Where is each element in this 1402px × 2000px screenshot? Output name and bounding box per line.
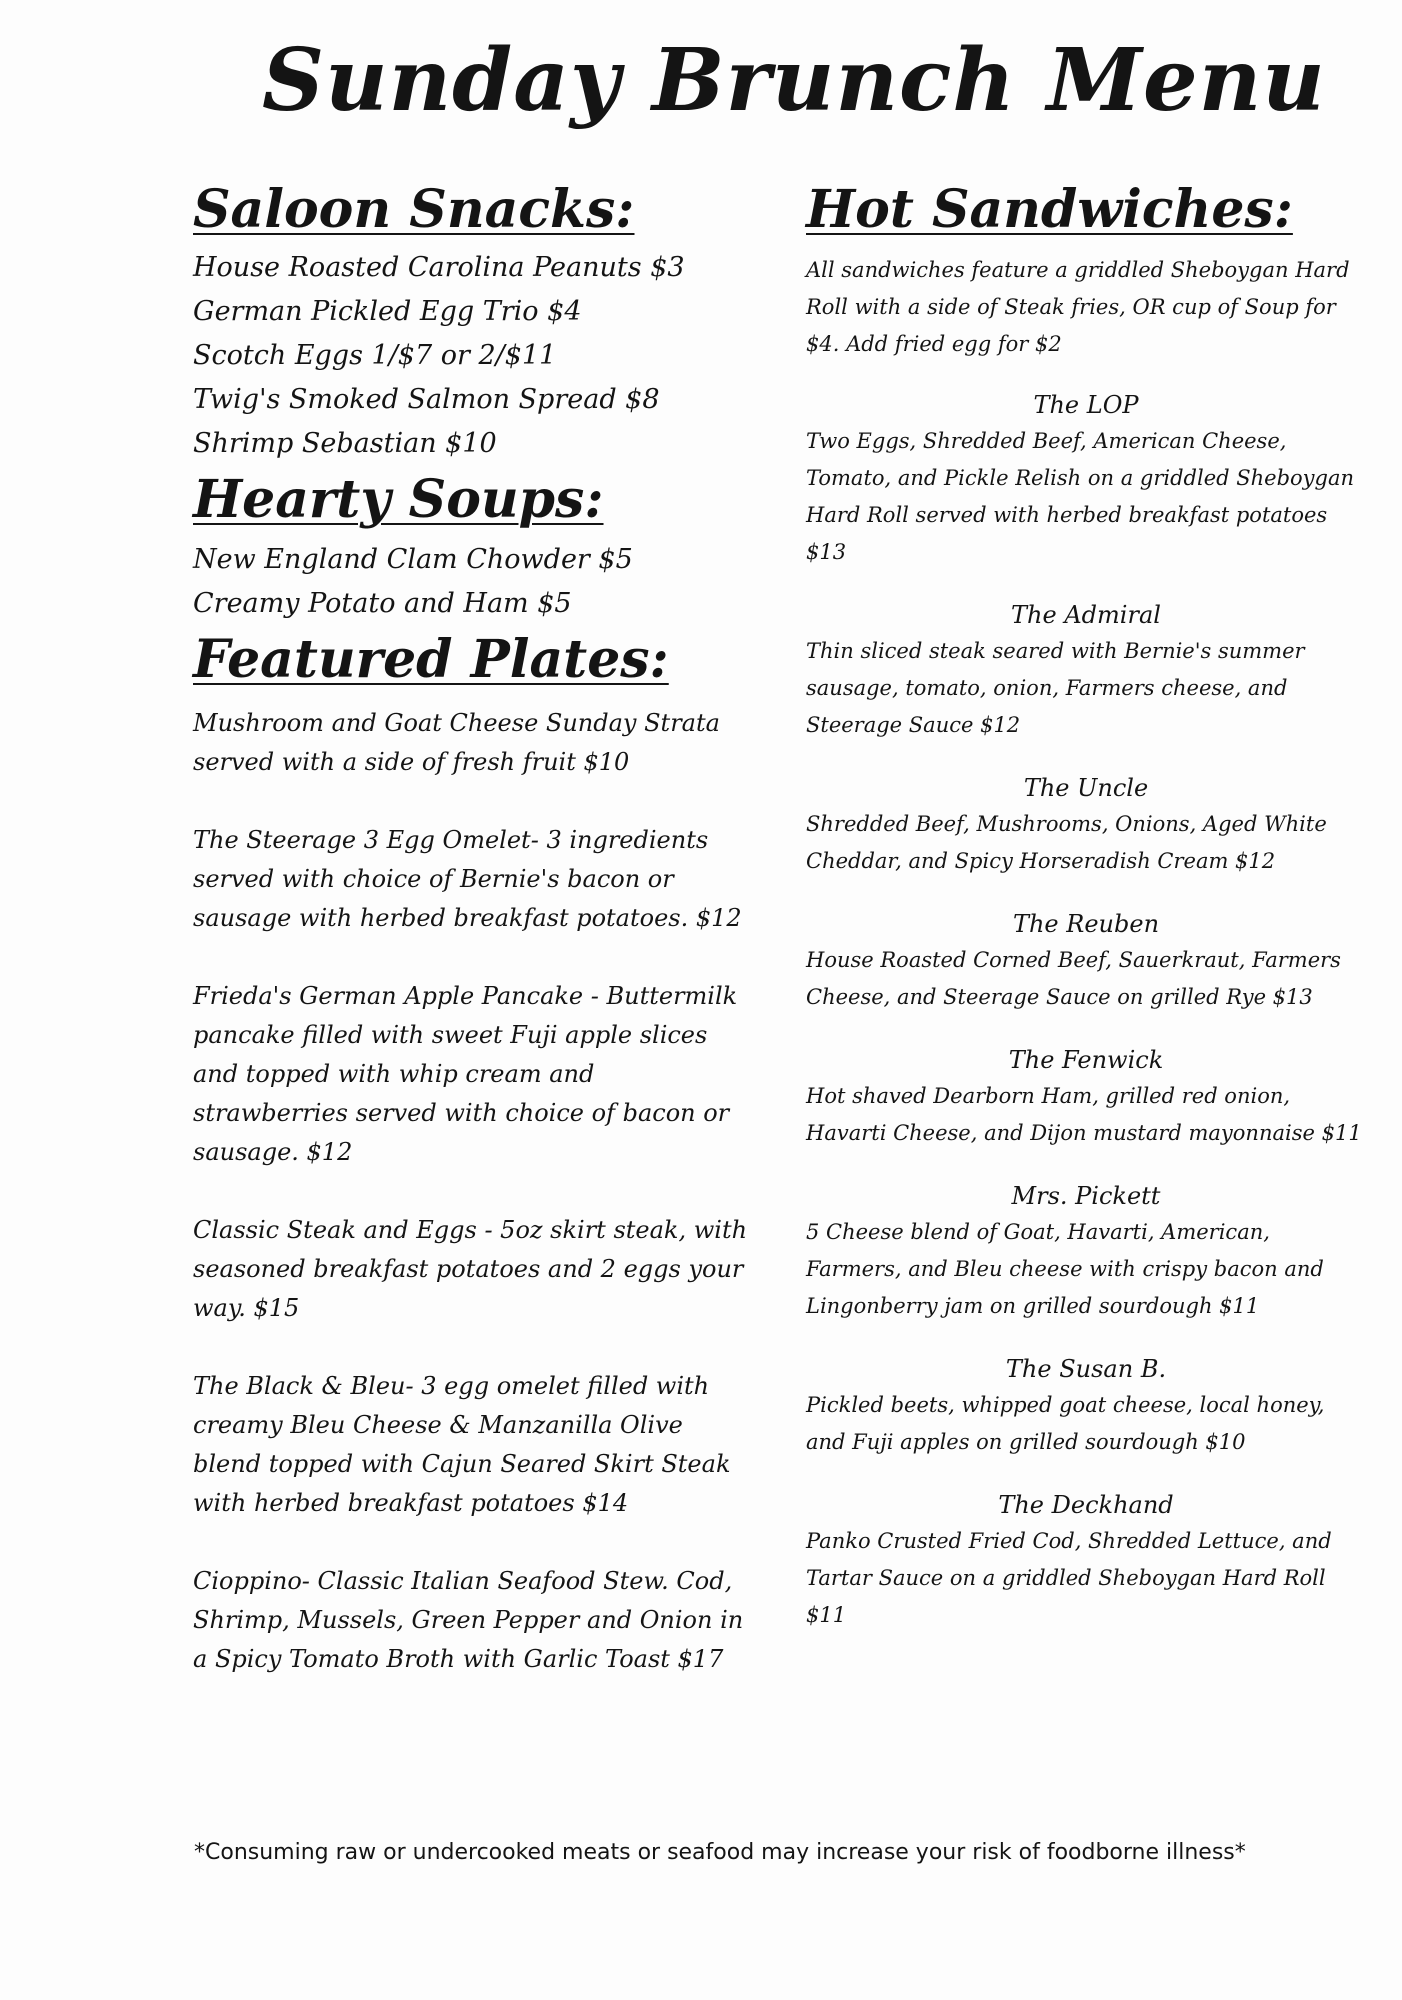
sandwich-item bbox=[806, 906, 1366, 1016]
snack-item: House Roasted Carolina Peanuts $3 bbox=[193, 252, 685, 283]
sandwich-item bbox=[806, 387, 1366, 571]
left-column bbox=[193, 180, 753, 1718]
sandwich-description: 5 Cheese blend of Goat, Havarti, American, Farmers, and Bleu cheese with crispy bacon and Lingonberry jam on grilled sourdough $11 bbox=[806, 1220, 1324, 1318]
featured-plates-heading: Featured Plates: bbox=[193, 629, 669, 690]
sandwich-name: The Susan B. bbox=[1005, 1355, 1167, 1383]
plate-list bbox=[193, 704, 753, 1679]
sandwich-name: The Deckhand bbox=[998, 1491, 1174, 1519]
sandwich-name: The Fenwick bbox=[1008, 1046, 1164, 1074]
saloon-snacks-section bbox=[193, 180, 753, 466]
plate-item: Cioppino- Classic Italian Seafood Stew. Cod, Shrimp, Mussels, Green Pepper and Onion in a Spicy Tomato Broth with Garlic Toast $17 bbox=[193, 1567, 744, 1673]
sandwich-description: Pickled beets, whipped goat cheese, local honey, and Fuji apples on grilled sourdough $10 bbox=[806, 1393, 1325, 1454]
soup-list bbox=[193, 538, 753, 626]
sandwich-name: The Uncle bbox=[1023, 774, 1149, 802]
soup-item: New England Clam Chowder $5 bbox=[193, 544, 633, 575]
sandwich-description: House Roasted Corned Beef, Sauerkraut, Farmers Cheese, and Steerage Sauce on grilled Rye $13 bbox=[806, 948, 1341, 1009]
sandwich-description: Thin sliced steak seared with Bernie's summer sausage, tomato, onion, Farmers cheese, and Steerage Sauce $12 bbox=[806, 639, 1305, 737]
sandwich-item bbox=[806, 770, 1366, 880]
snack-list bbox=[193, 246, 753, 466]
hot-sandwiches-heading: Hot Sandwiches: bbox=[806, 179, 1293, 240]
sandwich-description: Hot shaved Dearborn Ham, grilled red onion, Havarti Cheese, and Dijon mustard mayonnaise $11 bbox=[806, 1084, 1362, 1145]
snack-item: Twig's Smoked Salmon Spread $8 bbox=[193, 384, 660, 415]
hearty-soups-heading: Hearty Soups: bbox=[193, 469, 604, 530]
sandwich-description: Shredded Beef, Mushrooms, Onions, Aged White Cheddar, and Spicy Horseradish Cream $12 bbox=[806, 812, 1327, 873]
sandwich-name: The LOP bbox=[1033, 391, 1139, 419]
featured-plates-section bbox=[193, 630, 753, 1679]
right-column bbox=[806, 180, 1366, 1660]
snack-item: German Pickled Egg Trio $4 bbox=[193, 296, 582, 327]
sandwich-description: Panko Crusted Fried Cod, Shredded Lettuce, and Tartar Sauce on a griddled Sheboygan Hard Roll $11 bbox=[806, 1529, 1332, 1627]
sandwich-item bbox=[806, 1178, 1366, 1325]
sandwich-name: Mrs. Pickett bbox=[1011, 1182, 1161, 1210]
sandwich-name: The Admiral bbox=[1011, 601, 1161, 629]
plate-item: Classic Steak and Eggs - 5oz skirt steak, with seasoned breakfast potatoes and 2 eggs your way. $15 bbox=[193, 1216, 748, 1322]
sandwich-item bbox=[806, 1042, 1366, 1152]
plate-item: The Black & Bleu- 3 egg omelet filled with creamy Bleu Cheese & Manzanilla Olive blend topped with Cajun Seared Skirt Steak with herbed breakfast potatoes $14 bbox=[193, 1372, 731, 1517]
snack-item: Scotch Eggs 1/$7 or 2/$11 bbox=[193, 340, 557, 371]
snack-item: Shrimp Sebastian $10 bbox=[193, 428, 497, 459]
page-title: Sunday Brunch Menu bbox=[262, 30, 1326, 131]
plate-item: Mushroom and Goat Cheese Sunday Strata served with a side of fresh fruit $10 bbox=[193, 709, 720, 776]
plate-item: Frieda's German Apple Pancake - Buttermilk pancake filled with sweet Fuji apple slices and topped with whip cream and strawberries served with choice of bacon or sausage. $12 bbox=[193, 982, 738, 1166]
sandwich-item bbox=[806, 597, 1366, 744]
disclaimer: *Consuming raw or undercooked meats or seafood may increase your risk of foodborne illness* bbox=[194, 1840, 1246, 1865]
soup-item: Creamy Potato and Ham $5 bbox=[193, 588, 572, 619]
sandwich-description: Two Eggs, Shredded Beef, American Cheese, Tomato, and Pickle Relish on a griddled Sheboygan Hard Roll served with herbed breakfast potatoes $13 bbox=[806, 429, 1355, 564]
sandwich-item bbox=[806, 1487, 1366, 1634]
sandwich-item bbox=[806, 1351, 1366, 1461]
sandwich-intro: All sandwiches feature a griddled Sheboygan Hard Roll with a side of Steak fries, OR cup of Soup for $4. Add fried egg for $2 bbox=[806, 258, 1350, 356]
plate-item: The Steerage 3 Egg Omelet- 3 ingredients served with choice of Bernie's bacon or sausage with herbed breakfast potatoes. $12 bbox=[193, 826, 742, 932]
saloon-snacks-heading: Saloon Snacks: bbox=[193, 179, 635, 240]
sandwich-name: The Reuben bbox=[1012, 910, 1160, 938]
hearty-soups-section bbox=[193, 470, 753, 626]
